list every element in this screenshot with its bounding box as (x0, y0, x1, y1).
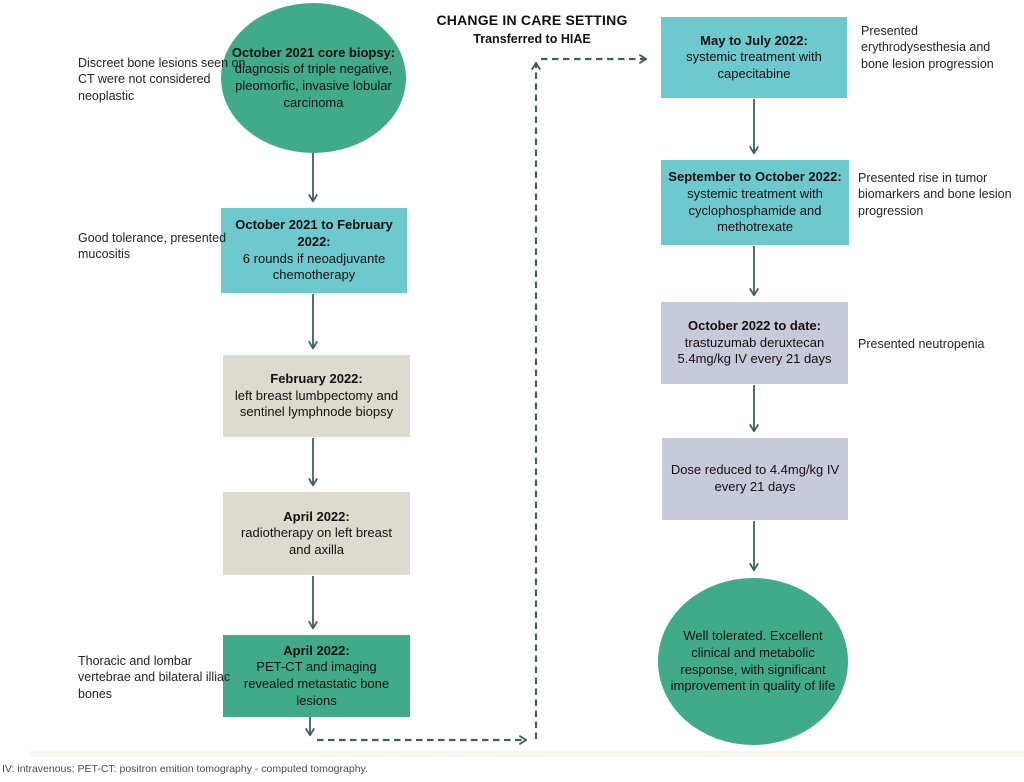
header-subtitle: Transferred to HIAE (473, 32, 591, 46)
node-core-biopsy (221, 3, 406, 153)
node-radiotherapy (223, 492, 410, 575)
annotation-bone-lesions: Discreet bone lesions seen on CT were not considered neoplastic (78, 56, 246, 103)
header-title: CHANGE IN CARE SETTING (436, 12, 628, 28)
node-body: radiotherapy on left breast and axilla (240, 525, 393, 557)
node-body: trastuzumab deruxtecan 5.4mg/kg IV every 21 days (677, 334, 832, 367)
node-title: September to October 2022: (668, 169, 842, 185)
node-title: October 2022 to date: (688, 318, 821, 334)
node-body: 6 rounds if neoadjuvante chemotherapy (242, 250, 386, 283)
node-pet-ct (223, 635, 410, 717)
node-body: PET-CT and imaging revealed metastatic bone lesions (243, 659, 390, 708)
node-capecitabine (661, 17, 847, 98)
node-trastuzumab (661, 302, 848, 384)
node-body: diagnosis of triple negative, pleomorfic, invasive lobular carcinoma (234, 61, 393, 110)
node-title: April 2022: (283, 508, 350, 524)
node-neoadjuvant-chemo (221, 208, 407, 293)
node-cyclophosphamide (661, 160, 849, 245)
change-of-care-header (425, 12, 639, 46)
node-lumpectomy (223, 355, 410, 437)
node-title: February 2022: (270, 371, 363, 387)
node-title: October 2021 core biopsy: (231, 44, 396, 60)
node-body: systemic treatment with capecitabine (686, 49, 822, 81)
node-title: October 2021 to February 2022: (235, 217, 393, 249)
node-body: Well tolerated. Excellent clinical and metabolic response, with significant improvement in quality of life (670, 628, 836, 694)
abbreviations-footnote: IV: intravenous; PET-CT: positron emition tomography - computed tomography. (2, 763, 368, 775)
annotation-biomarkers: Presented rise in tumor biomarkers and bone lesion progression (858, 171, 1012, 218)
annotation-mucositis: Good tolerance, presented mucositis (78, 231, 227, 262)
node-body: Dose reduced to 4.4mg/kg IV every 21 days (670, 462, 840, 494)
node-dose-reduction (662, 438, 848, 520)
annotation-vertebrae: Thoracic and lombar vertebrae and bilateral illiac bones (78, 654, 231, 701)
annotation-erythrodysesthesia: Presented erythrodysesthesia and bone lesion progression (861, 24, 994, 71)
node-title: April 2022: (283, 642, 350, 658)
node-body: systemic treatment with cyclophosphamide and methotrexate (687, 185, 823, 235)
section-divider-band (30, 751, 1024, 757)
node-outcome (658, 578, 848, 745)
node-body: left breast lumbpectomy and sentinel lymphnode biopsy (234, 387, 399, 420)
node-title: May to July 2022: (700, 32, 808, 48)
annotation-neutropenia: Presented neutropenia (858, 337, 985, 351)
